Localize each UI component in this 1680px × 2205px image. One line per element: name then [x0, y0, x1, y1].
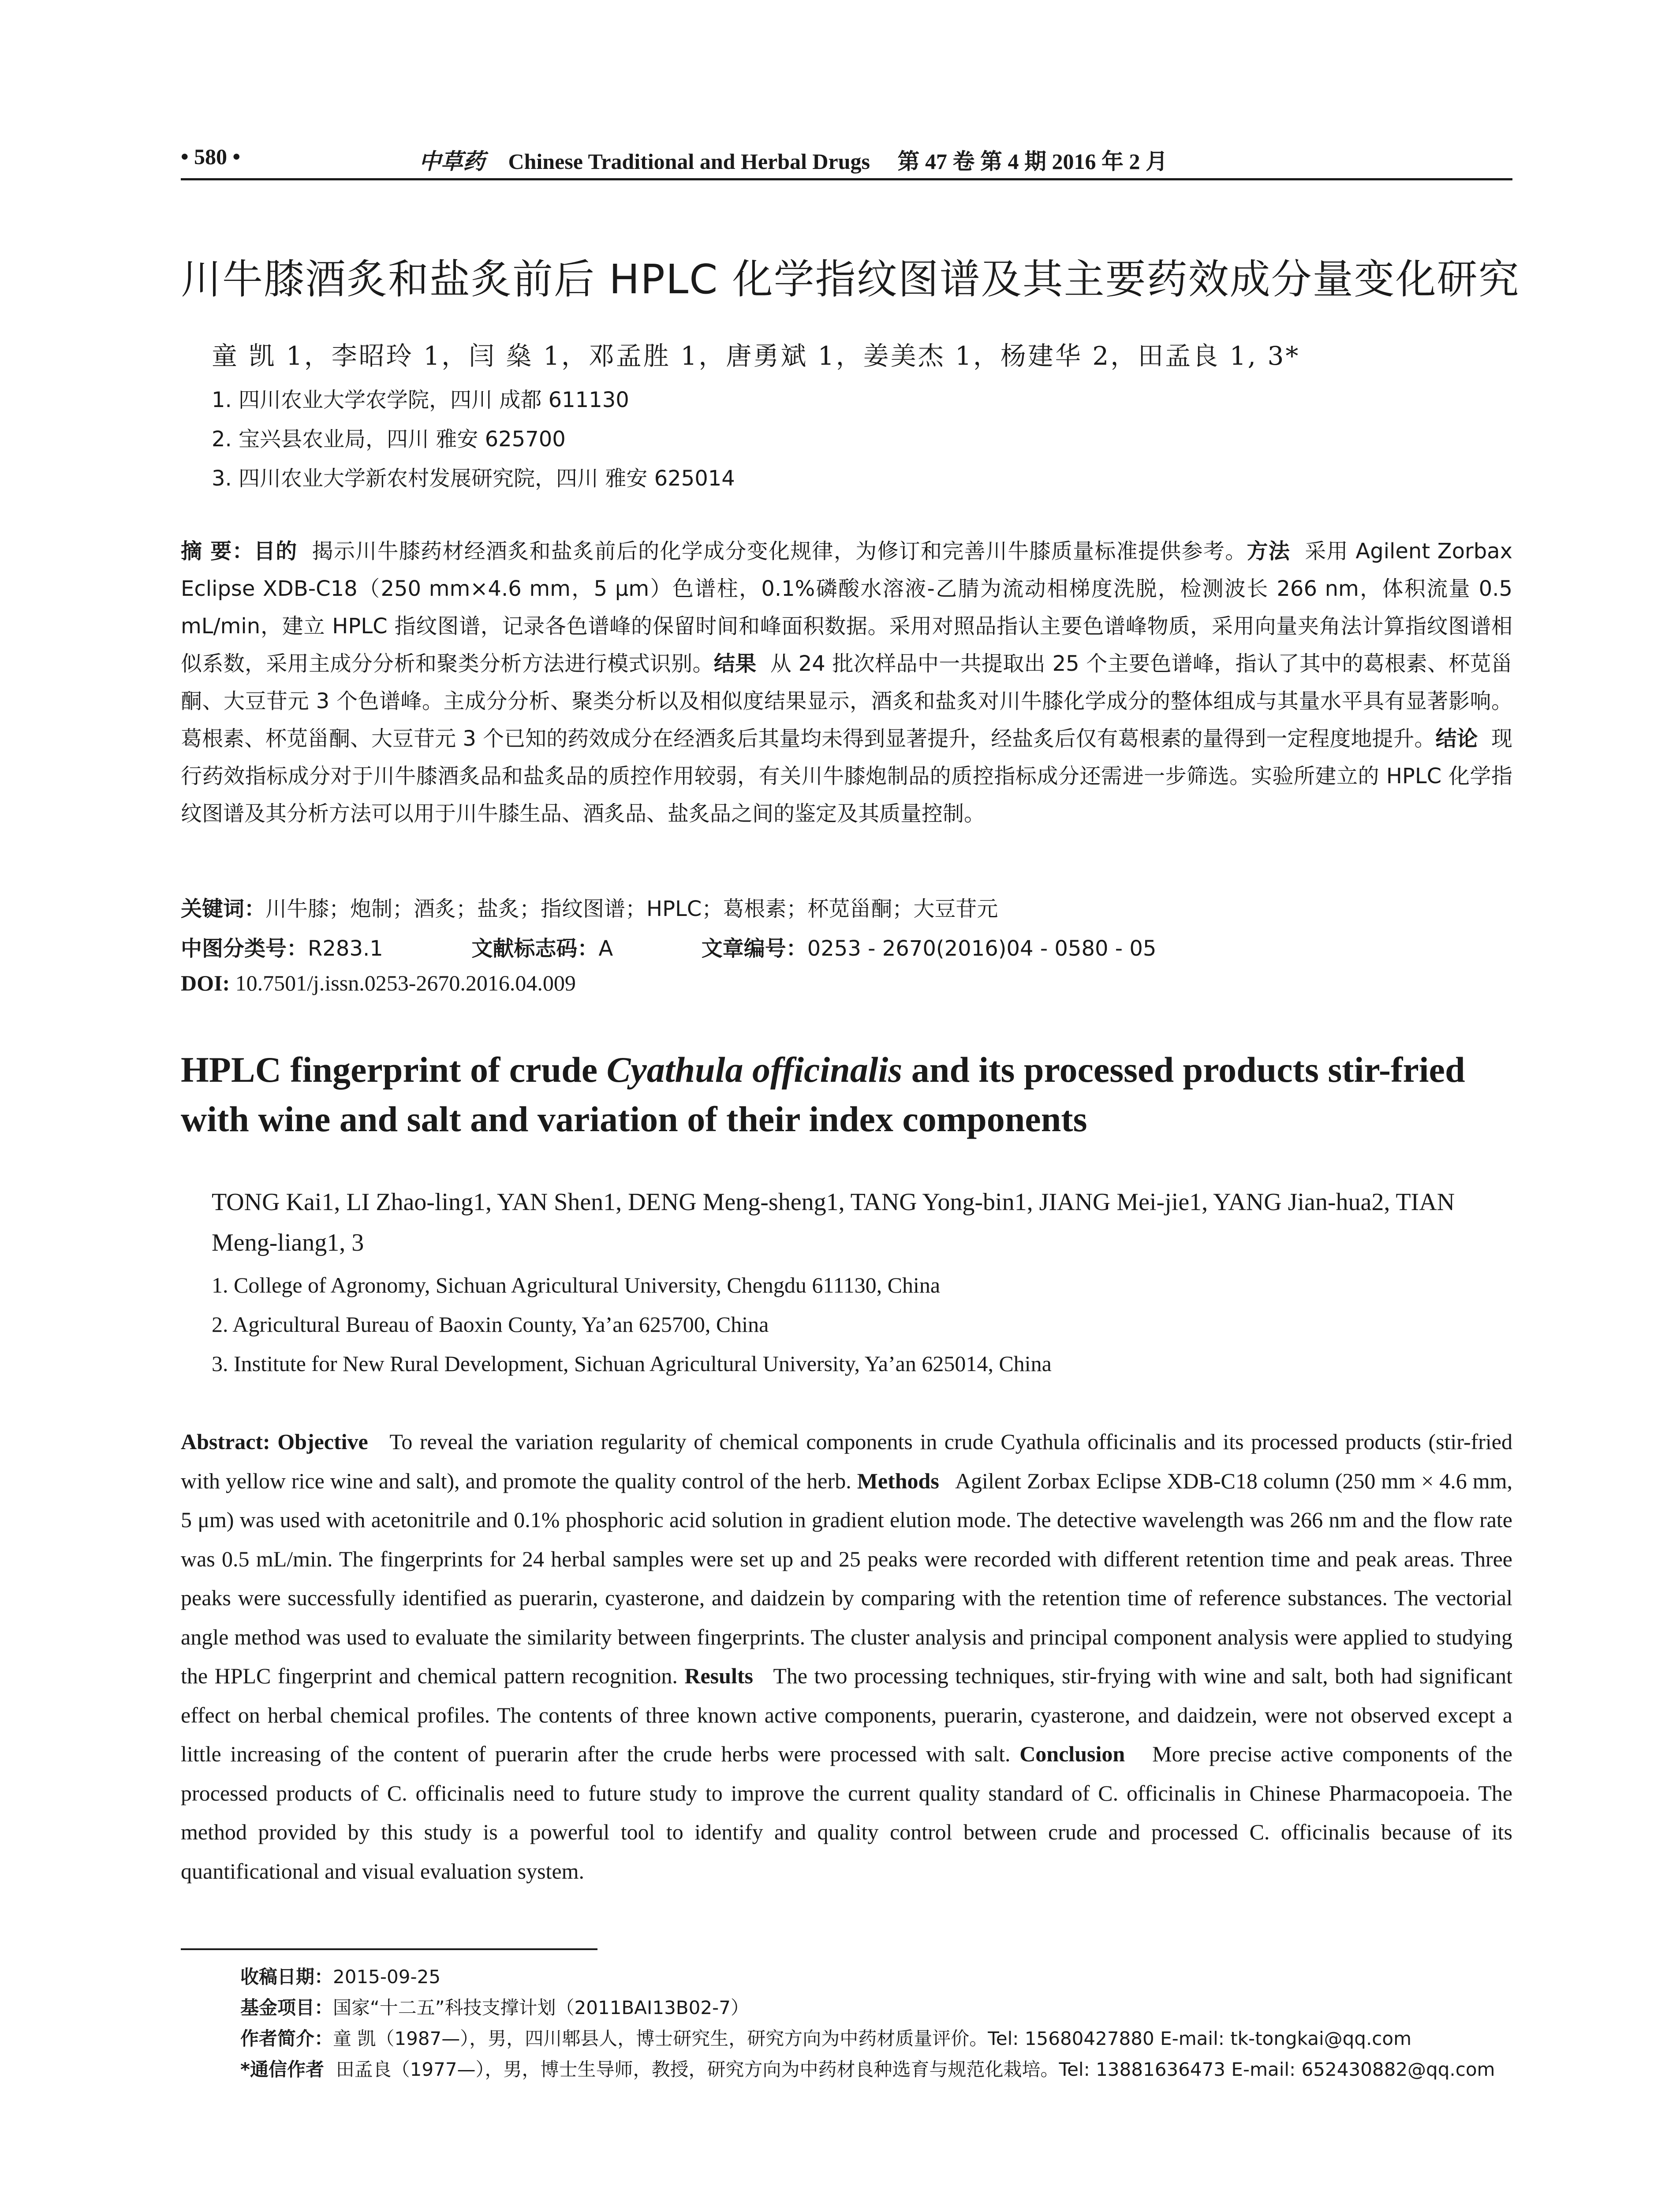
objective-en-label: Objective — [277, 1429, 368, 1454]
method-en-label: Methods — [857, 1468, 939, 1493]
journal-line — [419, 144, 1168, 176]
article-no-value: 0253 - 2670(2016)04 - 0580 - 05 — [807, 936, 1157, 961]
result-cn-text: 从 24 批次样品中一共提取出 25 个主要色谱峰，指认了其中的葛根素、杯苋甾酮、大豆苷元 3 个色谱峰。主成分分析、聚类分析以及相似度结果显示，酒炙和盐炙对川牛膝化学成分的整体组成与其量水平具有显著影响。葛根素、杯苋甾酮、大豆苷元 3 个已知的药效成分在经酒炙后其量均未得到显著提升，经盐炙后仅有葛根素的量得到一定程度地提升。 — [181, 651, 1512, 751]
journal-name-cn: 中草药 — [419, 148, 485, 174]
keywords-label: 关键词： — [181, 897, 266, 921]
journal-name-en: Chinese Traditional and Herbal Drugs — [508, 149, 870, 174]
keywords-line — [181, 892, 998, 922]
affiliation-cn-2: 2. 宝兴县农业局，四川 雅安 625700 — [212, 427, 566, 452]
received-value: 2015-09-25 — [333, 1966, 441, 1988]
title-en-species: Cyathula officinalis — [606, 1050, 903, 1090]
doi-label: DOI: — [181, 971, 230, 995]
fund-value: 国家“十二五”科技支撑计划（2011BAI13B02-7） — [333, 1997, 749, 2018]
affiliation-en-2: 2. Agricultural Bureau of Baoxin County, Ya’an 625700, China — [212, 1312, 769, 1337]
fund-label: 基金项目： — [240, 1997, 333, 2018]
doc-code-label: 文献标志码： — [471, 936, 599, 961]
affiliation-cn-3: 3. 四川农业大学新农村发展研究院，四川 雅安 625014 — [212, 466, 735, 491]
clc-label: 中图分类号： — [181, 936, 308, 961]
abstract-en — [181, 1422, 1512, 1891]
authors-cn: 童 凯 1，李昭玲 1，闫 燊 1，邓孟胜 1，唐勇斌 1，姜美杰 1，杨建华 2，田孟良 1, 3* — [212, 341, 1300, 371]
corresponding-value: 田孟良（1977—），男，博士生导师，教授，研究方向为中药材良种选育与规范化栽培。Tel: 13881636473 E-mail: 652430882@qq.com — [336, 2059, 1495, 2080]
result-cn-label: 结果 — [713, 651, 757, 676]
objective-cn-text: 揭示川牛膝药材经酒炙和盐炙前后的化学成分变化规律，为修订和完善川牛膝质量标准提供参考。 — [312, 539, 1247, 564]
footnote-author — [240, 2024, 1411, 2051]
affiliation-en-1: 1. College of Agronomy, Sichuan Agricultural University, Chengdu 611130, China — [212, 1273, 941, 1297]
conclusion-cn-label: 结论 — [1435, 726, 1478, 751]
result-en-label: Results — [684, 1663, 753, 1688]
method-en-text: Agilent Zorbax Eclipse XDB-C18 column (250 mm × 4.6 mm, 5 μm) was used with acetonitrile and 0.1% phosphoric acid solution in gradient elution mode. The detective wavelength was 266 nm and the flow rate was 0.5 mL/min. The fingerprints for 24 herbal samples were set up and 25 peaks were recorded with different retention time and peak areas. Three peaks were successfully identified as puerarin, cyasterone, and daidzein by comparing with the retention time of reference substances. The vectorial angle method was used to evaluate the similarity between fingerprints. The cluster analysis and principal component analysis were applied to studying the HPLC fingerprint and chemical pattern recognition. — [181, 1468, 1513, 1688]
abstract-cn-label: 摘 要： — [181, 539, 254, 564]
clc-value: R283.1 — [308, 936, 383, 961]
authors-en: TONG Kai1, LI Zhao-ling1, YAN Shen1, DENG Meng-sheng1, TANG Yong-bin1, JIANG Mei-jie1, YANG Jian-hua2, TIAN Meng-liang1, 3 — [212, 1188, 1455, 1256]
keywords-text: 川牛膝；炮制；酒炙；盐炙；指纹图谱；HPLC；葛根素；杯苋甾酮；大豆苷元 — [265, 897, 998, 921]
footnote-fund — [240, 1993, 749, 2020]
page-number: • 580 • — [181, 144, 241, 169]
doc-code-value: A — [598, 936, 613, 961]
title-cn: 川牛膝酒炙和盐炙前后 HPLC 化学指纹图谱及其主要药效成分量变化研究 — [181, 256, 1520, 303]
doi-value: 10.7501/j.issn.0253-2670.2016.04.009 — [235, 971, 576, 995]
abstract-en-label: Abstract: — [181, 1429, 270, 1454]
affiliation-cn-1: 1. 四川农业大学农学院，四川 成都 611130 — [212, 388, 629, 412]
title-en-part2: and its processed products stir-fried with wine and salt and variation of their index components — [181, 1050, 1465, 1139]
footnote-corresponding — [240, 2055, 1495, 2082]
author-label: 作者简介： — [240, 2028, 333, 2049]
affiliation-en-3: 3. Institute for New Rural Development, Sichuan Agricultural University, Ya’an 625014, China — [212, 1351, 1052, 1376]
objective-en-text: To reveal the variation regularity of chemical components in crude Cyathula officinalis and its processed products (stir-fried with yellow rice wine and salt), and promote the quality control of the herb. — [181, 1429, 1512, 1493]
footnote-received — [240, 1962, 441, 1989]
conclusion-cn-text: 现行药效指标成分对于川牛膝酒炙品和盐炙品的质控作用较弱，有关川牛膝炮制品的质控指标成分还需进一步筛选。实验所建立的 HPLC 化学指纹图谱及其分析方法可以用于川牛膝生品、酒炙品、盐炙品之间的鉴定及其质量控制。 — [181, 726, 1512, 826]
conclusion-en-text: More precise active components of the processed products of C. officinalis need to future study to improve the current quality standard of C. officinalis in Chinese Pharmacopoeia. The method provided by this study is a powerful tool to identify and quality control between crude and processed C. officinalis because of its quantificational and visual evaluation system. — [181, 1742, 1512, 1884]
objective-cn-label: 目的 — [254, 539, 298, 564]
method-cn-text: 采用 Agilent Zorbax Eclipse XDB-C18（250 mm×4.6 mm，5 μm）色谱柱，0.1%磷酸水溶液-乙腈为流动相梯度洗脱，检测波长 266 nm，体积流量 0.5 mL/min，建立 HPLC 指纹图谱，记录各色谱峰的保留时间和峰面积数据。采用对照品指认主要色谱峰物质，采用向量夹角法计算指纹图谱相似系数，采用主成分分析和聚类分析方法进行模式识别。 — [181, 539, 1513, 676]
doi-line — [181, 970, 576, 996]
abstract-cn — [181, 533, 1512, 833]
article-no-label: 文章编号： — [701, 936, 807, 961]
journal-issue: 第 47 卷 第 4 期 2016 年 2 月 — [897, 149, 1168, 174]
conclusion-en-label: Conclusion — [1019, 1742, 1125, 1766]
title-en-part1: HPLC fingerprint of crude — [181, 1050, 607, 1090]
title-en — [181, 1045, 1512, 1144]
classification-line — [181, 931, 1156, 962]
method-cn-label: 方法 — [1247, 539, 1291, 564]
author-value: 童 凯（1987—），男，四川郫县人，博士研究生，研究方向为中药材质量评价。Tel: 15680427880 E-mail: tk-tongkai@qq.com — [333, 2028, 1412, 2049]
received-label: 收稿日期： — [240, 1966, 333, 1988]
footnote-divider — [181, 1948, 597, 1950]
running-header — [181, 140, 1512, 180]
corresponding-label: *通信作者 — [240, 2059, 324, 2080]
result-en-text: The two processing techniques, stir-frying with wine and salt, both had significant effect on herbal chemical profiles. The contents of three known active components, puerarin, cyasterone, and daidzein, were not observed except a little increasing of the content of puerarin after the crude herbs were processed with salt. — [181, 1663, 1513, 1766]
